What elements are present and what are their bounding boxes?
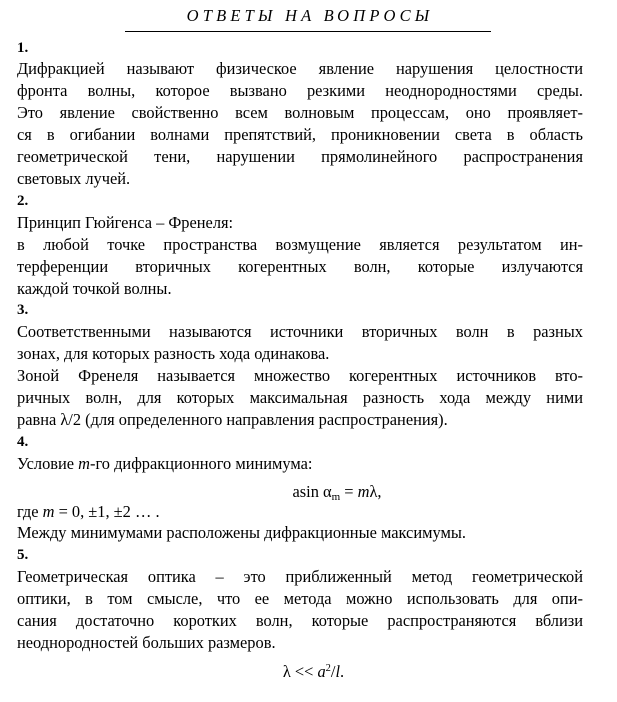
answer-5-line-1: Геометрическая оптика – это приближенный метод геометрической [17,567,583,586]
page-header [125,6,491,26]
answer-3-line-1: Соответственными называются источники вторичных волн в разных [17,322,583,341]
answer-3-number: 3. [17,302,29,318]
title-underline [125,31,491,32]
answer-1-line-5: геометрической тени, нарушении прямолинейного распространения [17,147,583,166]
answer-5-line-3: сания достаточно коротких волн, которые распространяются вблизи [17,611,583,630]
answer-2-line-3: терференции вторичных когерентных волн, которые излучаются [17,257,583,276]
answer-1-line-4: ся в огибании волнами препятствий, проникновении света в область [17,125,583,144]
formula5-a: a [317,662,326,681]
answer-2-line-4: каждой точкой волны. [17,279,172,298]
formula5-period: . [340,662,345,681]
answer-3-line-4: ричных волн, для которых максимальная разность хода между ними [17,388,583,407]
answer-4-formula [17,482,617,503]
answer-3-line-2: зонах, для которых разность хода одинакова. [17,344,330,363]
formula5-l: l [335,662,341,681]
formula-alpha: α [323,482,332,501]
answer-1-number: 1. [17,40,29,56]
answer-2-number: 2. [17,193,29,209]
formula-equals: = [340,482,358,501]
formula-lambda: λ [369,482,378,501]
answer-4-where-prefix: где [17,502,43,521]
formula5-slash: / [330,662,336,681]
formula5-much-less: << [290,662,318,681]
answer-5-formula [17,662,610,682]
answer-1-line-6: световых лучей. [17,169,131,188]
page-title: ОТВЕТЫ НА ВОПРОСЫ [186,6,434,25]
formula5-lambda: λ [282,662,291,681]
answer-4-maxima: Между минимумами расположены дифракционные максимумы. [17,523,466,542]
answer-1-line-2: фронта волны, которое вызвано резкими неоднородностями среды. [17,81,583,100]
answer-5-line-4: неоднородностей больших размеров. [17,633,276,652]
answer-3-line-5: равна λ/2 (для определенного направления распространения). [17,410,448,429]
formula-alpha-subscript: m [331,491,341,503]
answer-2-line-2: в любой точке пространства возмущение является результатом ин- [17,235,583,254]
answer-3-line-3: Зоной Френеля называется множество когерентных источников вто- [17,366,583,385]
answer-4-where [17,502,160,522]
formula5-square: 2 [325,663,331,674]
answer-4-condition-var: m [78,454,91,473]
formula-m: m [357,482,370,501]
answer-4-condition-suffix: -го дифракционного минимума: [90,454,313,473]
formula-comma: , [377,482,382,501]
answer-1-line-1: Дифракцией называют физическое явление нарушения целостности [17,59,583,78]
answer-5-number: 5. [17,547,29,563]
answer-4-condition-prefix: Условие [17,454,79,473]
answer-4-where-var: m [42,502,55,521]
answer-1-line-3: Это явление свойственно всем волновым процессам, оно проявляет- [17,103,583,122]
answer-5-line-2: оптики, в том смысле, что ее метода можно использовать для опи- [17,589,583,608]
answer-4-condition [17,454,312,474]
formula-sin: sin [299,482,323,501]
answer-4-number: 4. [17,434,29,450]
formula-a: a [292,482,300,501]
answer-4-where-suffix: = 0, ±1, ±2 … . [54,502,160,521]
answer-2-line-1: Принцип Гюйгенса – Френеля: [17,213,234,232]
